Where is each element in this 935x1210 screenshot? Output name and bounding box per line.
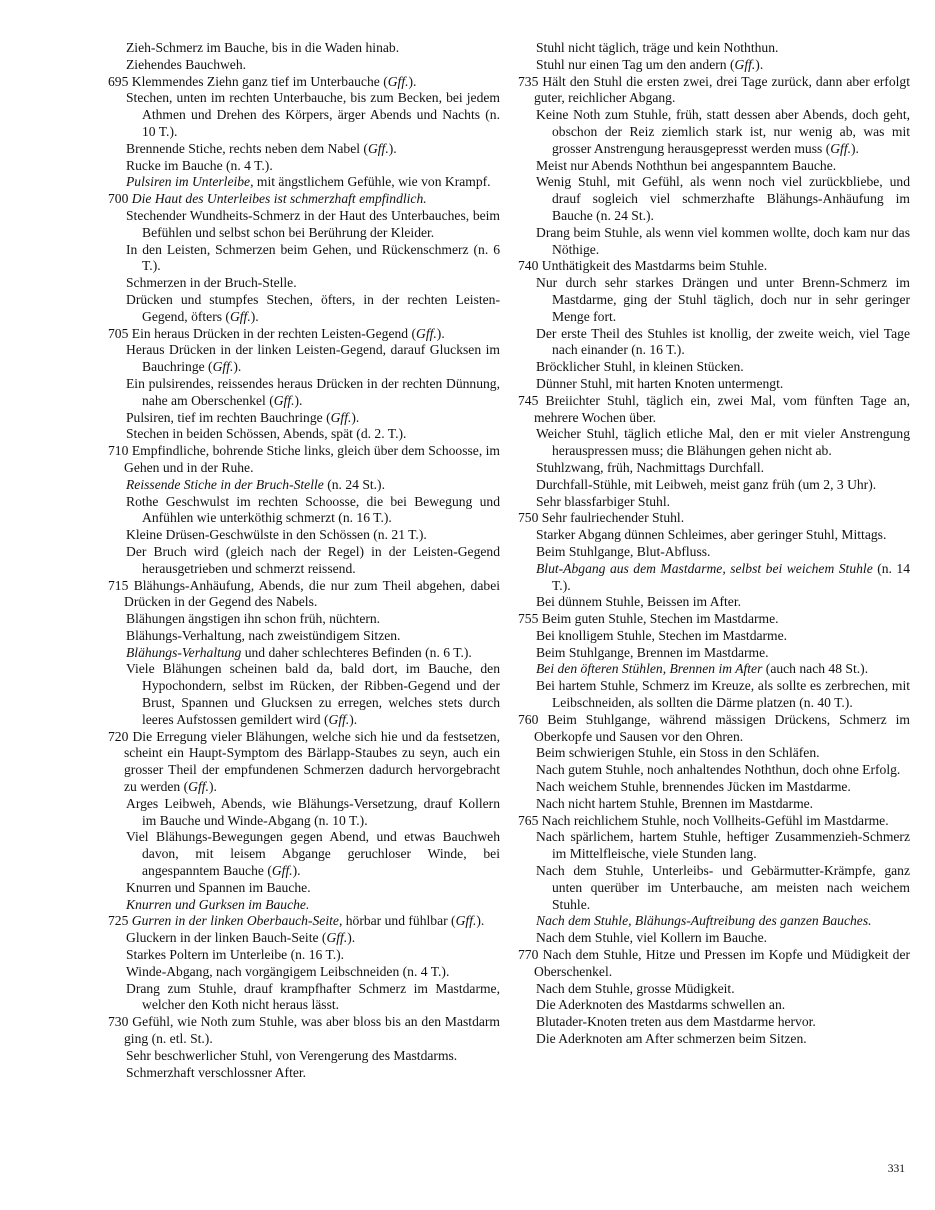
symptom-entry [108,661,500,728]
entry-text: Schmerzen in der Bruch-Stelle. [126,275,297,291]
entry-number: 740 [518,258,539,274]
symptom-entry [108,897,500,914]
left-column [108,40,500,1081]
entry-text: Stuhl nicht täglich, träge und kein Noththun. [536,40,779,55]
entry-number: 725 [108,913,129,929]
italic-text: Pulsiren im Unterleibe [126,174,251,190]
symptom-entry [518,796,910,813]
symptom-entry [108,947,500,964]
symptom-entry [518,628,910,645]
symptom-entry [518,829,910,863]
entry-text: ). [349,711,358,727]
symptom-entry [108,611,500,628]
entry-text: und daher schlechteres Befinden (n. 6 T.). [241,644,472,660]
numbered-symptom-entry [518,712,910,746]
entry-text: Starker Abgang dünnen Schleimes, aber geringer Stuhl, Mittags. [536,527,887,543]
entry-text: ). [347,930,356,946]
entry-text: ). [208,779,217,795]
symptom-entry [108,90,500,140]
entry-text: Schmerzhaft verschlossner After. [126,1064,307,1080]
entry-text: Stechen in beiden Schössen, Abends, spät (d. 2. T.). [126,426,407,442]
entry-text: Meist nur Abends Noththun bei angespanntem Bauche. [536,157,837,173]
entry-text: (n. 24 St.). [323,476,385,492]
entry-text: ). [233,359,242,375]
entry-text: Drang beim Stuhle, als wenn viel kommen wollte, doch kam nur das Nöthige. [536,224,910,257]
entry-text: ). [408,73,417,89]
italic-text: Gff. [387,73,409,89]
symptom-entry [108,645,500,662]
entry-text: Blähungen ängstigen ihn schon früh, nüchtern. [126,611,381,627]
symptom-entry [108,527,500,544]
entry-text: Nach spärlichem, hartem Stuhle, heftiger Zusammenzieh-Schmerz im Mittelfleische, viele Stunden lang. [536,829,910,862]
entry-text: (n. 14 T.). [552,560,910,593]
italic-text: Gff. [271,863,293,879]
entry-text: Wenig Stuhl, mit Gefühl, als wenn noch viel zurückbliebe, und drauf sogleich viel schmerzhafte Blähungs-Anhäufung im Bauche (n. 24 St.). [536,174,910,223]
symptom-entry [108,544,500,578]
italic-text: Gff. [212,359,234,375]
symptom-entry [518,326,910,360]
entry-text: Durchfall-Stühle, mit Leibweh, meist ganz früh (um 2, 3 Uhr). [536,476,877,492]
entry-text: Gefühl, wie Noth zum Stuhle, was aber bloss bis an den Mastdarm ging (n. etl. St.). [124,1014,501,1047]
symptom-entry [518,494,910,511]
entry-text: Weicher Stuhl, täglich etliche Mal, den er mit vieler Anstrengung herauspressen muss; die Blähungen gehen nicht ab. [536,426,910,459]
entry-text: Knurren und Spannen im Bauche. [126,879,311,895]
symptom-entry [108,930,500,947]
entry-text: Dünner Stuhl, mit harten Knoten untermengt. [536,375,784,391]
entry-text: Starkes Poltern im Unterleibe (n. 16 T.). [126,947,345,963]
symptom-entry [108,628,500,645]
symptom-entry [108,410,500,427]
numbered-symptom-entry [108,729,500,796]
symptom-entry [518,460,910,477]
numbered-symptom-entry [518,813,910,830]
symptom-entry [518,158,910,175]
numbered-symptom-entry [108,443,500,477]
entry-text: ). [250,308,259,324]
numbered-symptom-entry [518,947,910,981]
entry-number: 705 [108,325,129,341]
symptom-entry [108,174,500,191]
symptom-entry [518,930,910,947]
entry-number: 770 [518,947,539,963]
symptom-entry [518,527,910,544]
symptom-entry [108,426,500,443]
entry-text: Nach dem Stuhle, grosse Müdigkeit. [536,980,735,996]
numbered-symptom-entry [518,393,910,427]
entry-text: Sehr blassfarbiger Stuhl. [536,493,671,509]
entry-text: , mit ängstlichem Gefühle, wie von Krampf. [250,174,491,190]
italic-text: Gff. [416,325,437,341]
entry-text: Stuhlzwang, früh, Nachmittags Durchfall. [536,459,765,475]
symptom-entry [108,141,500,158]
numbered-symptom-entry [518,258,910,275]
symptom-entry [518,107,910,157]
symptom-entry [108,829,500,879]
right-column [518,40,910,1048]
entry-text: Bei hartem Stuhle, Schmerz im Kreuze, als sollte es zerbrechen, mit Leibschneiden, als sollten die Därme platzen (n. 40 T.). [536,678,910,711]
italic-text: Gff. [330,409,352,425]
symptom-entry [108,477,500,494]
symptom-entry [108,57,500,74]
symptom-entry [518,57,910,74]
entry-number: 745 [518,392,539,408]
entry-text: Viel Blähungs-Bewegungen gegen Abend, und etwas Bauchweh davon, mit leisem Abgange geruchloser Winde, bei angespanntem Bauche ( [126,829,500,879]
italic-text: Gff. [229,308,251,324]
symptom-entry [108,964,500,981]
entry-text: Blähungs-Anhäufung, Abends, die nur zum Theil abgehen, dabei Drücken in der Gegend des Nabels. [124,577,500,610]
entry-text: ). [436,325,445,341]
entry-text: Beim Stuhlgange, während mässigen Drückens, Schmerz im Oberkopfe und Sausen vor den Ohren. [534,711,911,744]
entry-text: Beim schwierigen Stuhle, ein Stoss in den Schläfen. [536,745,820,761]
symptom-entry [518,762,910,779]
numbered-symptom-entry [108,191,500,208]
entry-text: Der Bruch wird (gleich nach der Regel) in der Leisten-Gegend herausgetrieben und schmerzt reissend. [126,543,500,576]
entry-text: Bei knolligem Stuhle, Stechen im Mastdarme. [536,627,788,643]
symptom-entry [518,544,910,561]
italic-text: Knurren und Gurksen im Bauche. [126,896,310,912]
symptom-entry [518,225,910,259]
symptom-entry [108,275,500,292]
numbered-symptom-entry [518,74,910,108]
entry-text: Drang zum Stuhle, drauf krampfhafter Schmerz im Mastdarme, welcher den Koth nicht heraus lässt. [126,980,500,1013]
numbered-symptom-entry [108,913,500,930]
numbered-symptom-entry [108,1014,500,1048]
entry-text: Kleine Drüsen-Geschwülste in den Schössen (n. 21 T.). [126,527,427,543]
symptom-entry [108,292,500,326]
entry-text: Stechender Wundheits-Schmerz in der Haut des Unterbauches, beim Befühlen und selbst schon bei Berührung der Kleider. [126,207,500,240]
entry-text: , hörbar und fühlbar ( [338,913,456,929]
symptom-entry [518,561,910,595]
symptom-entry [518,359,910,376]
entry-text: Beim Stuhlgange, Brennen im Mastdarme. [536,644,769,660]
entry-text: ). [476,913,485,929]
entry-text: Ein heraus Drücken in der rechten Leisten-Gegend ( [131,325,417,341]
symptom-entry [108,1048,500,1065]
entry-text: Rucke im Bauche (n. 4 T.). [126,157,273,173]
entry-text: Nach dem Stuhle, Unterleibs- und Gebärmutter-Krämpfe, ganz unten querüber im Unterbauche, am meisten nach weichem Stuhle. [536,863,910,912]
italic-text: Gff. [830,140,852,156]
entry-text: Viele Blähungen scheinen bald da, bald dort, im Bauche, den Hypochondern, selbst im Rücken, der Ribben-Gegend und der Brust, Spannen und Glucksen zu erregen, welches stets durch leeres Aufstossen gemildert wird ( [126,661,500,727]
entry-text: Die Aderknoten des Mastdarms schwellen an. [536,997,786,1013]
numbered-symptom-entry [108,74,500,91]
symptom-entry [108,796,500,830]
entry-text: Hält den Stuhl die ersten zwei, drei Tage zurück, dann aber erfolgt guter, reichlicher Abgang. [534,73,910,106]
entry-text: Arges Leibweh, Abends, wie Blähungs-Versetzung, drauf Kollern im Bauche und Winde-Abgang (n. 10 T.). [126,795,500,828]
entry-text: Nach reichlichem Stuhle, noch Vollheits-Gefühl im Mastdarme. [541,812,889,828]
italic-text: Gff. [326,930,348,946]
symptom-entry [518,913,910,930]
symptom-entry [518,863,910,913]
symptom-entry [518,275,910,325]
entry-text: Blutader-Knoten treten aus dem Mastdarme hervor. [536,1014,816,1030]
entry-text: Bröcklicher Stuhl, in kleinen Stücken. [536,359,744,375]
symptom-entry [518,678,910,712]
symptom-entry [108,376,500,410]
symptom-entry [518,661,910,678]
entry-text: Keine Noth zum Stuhle, früh, statt dessen aber Abends, doch geht, obschon der Reiz ziemlich stark ist, nur wenig ab, was mit grosser Anstrengung herausgepresst werden muss ( [536,107,910,156]
symptom-entry [108,242,500,276]
entry-number: 735 [518,73,539,89]
italic-text: Blut-Abgang aus dem Mastdarme, selbst bei weichem Stuhle [536,560,873,576]
entry-number: 715 [108,577,129,593]
symptom-entry [108,494,500,528]
italic-text: Bei den öfteren Stühlen, Brennen im After [536,661,763,677]
entry-number: 765 [518,812,539,828]
entry-number: 750 [518,510,539,526]
symptom-entry [518,1014,910,1031]
entry-text: Stuhl nur einen Tag um den andern ( [536,56,735,72]
entry-text: Nach dem Stuhle, viel Kollern im Bauche. [536,930,768,946]
entry-text: Zieh-Schmerz im Bauche, bis in die Waden hinab. [126,40,400,55]
entry-text: (auch nach 48 St.). [762,661,869,677]
entry-text: Bei dünnem Stuhle, Beissen im After. [536,594,742,610]
entry-number: 720 [108,728,129,744]
entry-text: Nach gutem Stuhle, noch anhaltendes Noththun, doch ohne Erfolg. [536,762,901,778]
symptom-entry [518,1031,910,1048]
entry-text: Empfindliche, bohrende Stiche links, gleich über dem Schoosse, im Gehen und in der Ruhe. [124,443,500,475]
italic-text: Die Haut des Unterleibes ist schmerzhaft empfindlich. [131,191,427,207]
symptom-entry [518,40,910,57]
entry-text: ). [351,409,360,425]
numbered-symptom-entry [108,326,500,343]
entry-number: 710 [108,443,129,459]
symptom-entry [108,880,500,897]
numbered-symptom-entry [108,578,500,612]
entry-text: Beim Stuhlgange, Blut-Abfluss. [536,543,711,559]
italic-text: Gff. [455,913,477,929]
entry-text: In den Leisten, Schmerzen beim Gehen, und Rückenschmerz (n. 6 T.). [126,241,500,274]
symptom-entry [518,745,910,762]
numbered-symptom-entry [518,510,910,527]
entry-text: Die Aderknoten am After schmerzen beim Sitzen. [536,1031,807,1047]
entry-text: Rothe Geschwulst im rechten Schoosse, die bei Bewegung und Anfühlen wie unterköthig schmerzt (n. 16 T.). [126,493,500,526]
symptom-entry [108,208,500,242]
symptom-entry [518,376,910,393]
italic-text: Gurren in der linken Oberbauch-Seite [131,913,339,929]
entry-number: 700 [108,191,129,207]
entry-text: ). [388,140,397,156]
entry-text: ). [294,392,303,408]
entry-text: Klemmendes Ziehn ganz tief im Unterbauche ( [131,73,388,89]
symptom-entry [108,1065,500,1082]
symptom-entry [108,40,500,57]
entry-text: ). [755,56,764,72]
symptom-entry [518,779,910,796]
entry-text: Blähungs-Verhaltung, nach zweistündigem Sitzen. [126,627,401,643]
entry-text: Nach dem Stuhle, Hitze und Pressen im Kopfe und Müdigkeit der Oberschenkel. [534,947,910,979]
entry-text: Pulsiren, tief im rechten Bauchringe ( [126,409,331,425]
entry-text: Der erste Theil des Stuhles ist knollig, der zweite weich, viel Tage nach einander (n. 16 T.). [536,325,910,358]
symptom-entry [518,477,910,494]
entry-text: Breiichter Stuhl, täglich ein, zwei Mal, vom fünften Tage an, mehrere Wochen über. [534,392,910,425]
entry-text: Unthätigkeit des Mastdarms beim Stuhle. [541,258,768,274]
italic-text: Reissende Stiche in der Bruch-Stelle [126,476,324,492]
entry-text: Nach nicht hartem Stuhle, Brennen im Mastdarme. [536,795,814,811]
entry-text: Nach weichem Stuhle, brennendes Jücken im Mastdarme. [536,779,851,795]
symptom-entry [108,158,500,175]
entry-text: Die Erregung vieler Blähungen, welche sich hie und da festsetzen, scheint ein Haupt-Symptom des Bärlapp-Staubes zu seyn, auch ein grosser Theil der empfundenen Schmerzen dadurch hervorgebracht zu werden ( [124,728,500,795]
symptom-entry [518,426,910,460]
symptom-entry [518,997,910,1014]
entry-text: Drücken und stumpfes Stechen, öfters, in der rechten Leisten-Gegend, öfters ( [126,291,500,324]
page-number: 331 [887,1163,905,1175]
italic-text: Gff. [188,779,209,795]
entry-text: Heraus Drücken in der linken Leisten-Gegend, darauf Glucksen im Bauchringe ( [126,342,500,375]
entry-number: 695 [108,73,129,89]
symptom-entry [518,645,910,662]
symptom-entry [108,981,500,1015]
entry-text: Sehr faulriechender Stuhl. [541,510,685,526]
entry-text: Winde-Abgang, nach vorgängigem Leibschneiden (n. 4 T.). [126,963,450,979]
entry-text: ). [292,863,301,879]
entry-text: Gluckern in der linken Bauch-Seite ( [126,930,327,946]
italic-text: Gff. [273,392,295,408]
entry-text: Beim guten Stuhle, Stechen im Mastdarme. [541,611,779,627]
italic-text: Gff. [367,140,389,156]
symptom-entry [518,174,910,224]
entry-text: Sehr beschwerlicher Stuhl, von Verengerung des Mastdarms. [126,1047,458,1063]
numbered-symptom-entry [518,611,910,628]
italic-text: Gff. [328,711,350,727]
entry-text: Ein pulsirendes, reissendes heraus Drücken in der rechten Dünnung, nahe am Oberschenkel ( [126,375,500,408]
entry-text: Stechen, unten im rechten Unterbauche, bis zum Becken, bei jedem Athmen und Drehen des Körpers, ärger Abends und Nachts (n. 10 T.). [126,90,500,139]
entry-number: 755 [518,611,539,627]
entry-number: 760 [518,711,539,727]
entry-text: Brennende Stiche, rechts neben dem Nabel ( [126,140,368,156]
symptom-entry [108,342,500,376]
italic-text: Gff. [734,56,756,72]
symptom-entry [518,981,910,998]
italic-text: Nach dem Stuhle, Blähungs-Auftreibung des ganzen Bauches. [536,913,872,929]
entry-text: ). [851,140,859,156]
entry-number: 730 [108,1014,129,1030]
entry-text: Ziehendes Bauchweh. [126,56,247,72]
symptom-entry [518,594,910,611]
entry-text: Nur durch sehr starkes Drängen und unter Brenn-Schmerz im Mastdarme, ging der Stuhl täglich, doch nur in sehr geringer Menge fort. [536,275,910,324]
italic-text: Blähungs-Verhaltung [126,644,242,660]
